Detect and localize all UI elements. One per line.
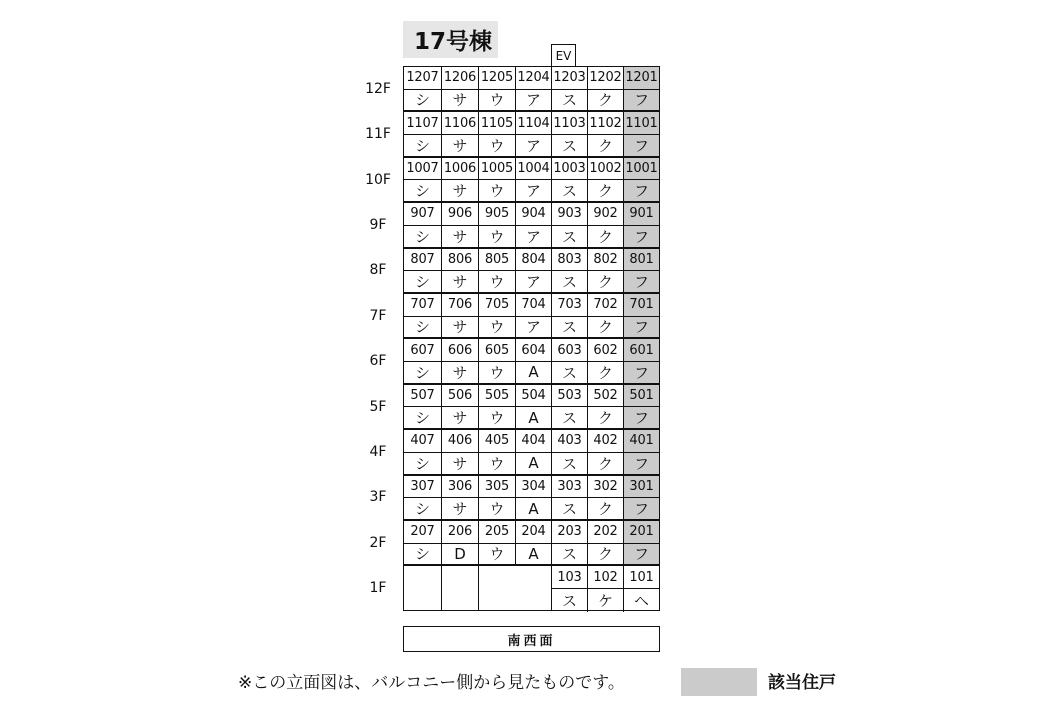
unit-number: 307 [404, 476, 442, 499]
unit-number: 605 [479, 339, 516, 362]
unit-number: 101 [624, 566, 659, 589]
unit-type: フ [624, 498, 659, 521]
unit-type: ス [552, 180, 588, 203]
unit-type: サ [442, 226, 479, 249]
unit-type: フ [624, 271, 659, 294]
unit-number: 1201 [624, 67, 659, 90]
unit-type: サ [442, 180, 479, 203]
unit-number: 707 [404, 294, 442, 317]
floor-label: 3F [369, 489, 387, 506]
unit-type: ク [588, 135, 624, 158]
unit-type: ア [516, 135, 552, 158]
unit-type: ウ [479, 90, 516, 113]
unit-type: シ [404, 362, 442, 385]
unit-number: 1206 [442, 67, 479, 90]
unit-number: 207 [404, 521, 442, 544]
unit-type: サ [442, 317, 479, 340]
unit-type: ウ [479, 271, 516, 294]
unit-number: 1203 [552, 67, 588, 90]
facade-label: 南西面 [403, 626, 660, 652]
unit-number: 103 [552, 566, 588, 589]
unit-type: フ [624, 362, 659, 385]
unit-number: 205 [479, 521, 516, 544]
floor-label: 2F [369, 534, 387, 551]
unit-number: 1205 [479, 67, 516, 90]
floor-label: 10F [365, 171, 391, 188]
elevator-label: EV [551, 44, 576, 66]
floor-label: 4F [369, 443, 387, 460]
unit-type: サ [442, 453, 479, 476]
unit-number: 606 [442, 339, 479, 362]
unit-number: 1002 [588, 158, 624, 181]
unit-number: 201 [624, 521, 659, 544]
unit-type: フ [624, 226, 659, 249]
unit-type: A [516, 453, 552, 476]
unit-number: 701 [624, 294, 659, 317]
unit-type: ス [552, 407, 588, 430]
unit-number: 1104 [516, 112, 552, 135]
unit-number: 306 [442, 476, 479, 499]
unit-type: シ [404, 271, 442, 294]
unit-number: 602 [588, 339, 624, 362]
unit-type: シ [404, 90, 442, 113]
unit-number: 504 [516, 385, 552, 408]
unit-number: 507 [404, 385, 442, 408]
unit-number: 1007 [404, 158, 442, 181]
legend-swatch [681, 668, 757, 696]
unit-number: 907 [404, 203, 442, 226]
unit-type: シ [404, 498, 442, 521]
unit-number: 705 [479, 294, 516, 317]
unit-number: 505 [479, 385, 516, 408]
unit-number: 401 [624, 430, 659, 453]
unit-type: ク [588, 271, 624, 294]
unit-number: 1101 [624, 112, 659, 135]
unit-number: 1006 [442, 158, 479, 181]
unit-type: シ [404, 135, 442, 158]
unit-type: フ [624, 90, 659, 113]
unit-number: 506 [442, 385, 479, 408]
unit-type: ア [516, 226, 552, 249]
floor-label: 8F [369, 262, 387, 279]
unit-number: 1107 [404, 112, 442, 135]
unit-type: ウ [479, 362, 516, 385]
unit-type: ク [588, 453, 624, 476]
unit-number: 807 [404, 249, 442, 272]
unit-number: 301 [624, 476, 659, 499]
unit-type: ス [552, 90, 588, 113]
unit-number: 702 [588, 294, 624, 317]
unit-number: 501 [624, 385, 659, 408]
unit-number: 801 [624, 249, 659, 272]
unit-number: 1207 [404, 67, 442, 90]
unit-type: サ [442, 362, 479, 385]
unit-type: ア [516, 317, 552, 340]
unit-type: ウ [479, 453, 516, 476]
unit-type: ス [552, 226, 588, 249]
unit-type: ウ [479, 498, 516, 521]
unit-number: 1105 [479, 112, 516, 135]
unit-number: 203 [552, 521, 588, 544]
unit-type: フ [624, 180, 659, 203]
unit-type: A [516, 362, 552, 385]
unit-type: シ [404, 544, 442, 567]
unit-number: 403 [552, 430, 588, 453]
unit-type: ク [588, 544, 624, 567]
unit-number: 904 [516, 203, 552, 226]
unit-type: ス [552, 362, 588, 385]
unit-number: 906 [442, 203, 479, 226]
unit-number: 902 [588, 203, 624, 226]
unit-type: サ [442, 135, 479, 158]
unit-number: 405 [479, 430, 516, 453]
unit-type: ウ [479, 407, 516, 430]
floor-label: 6F [369, 353, 387, 370]
unit-number: 903 [552, 203, 588, 226]
unit-type: ス [552, 135, 588, 158]
floor-label: 5F [369, 398, 387, 415]
unit-type: ウ [479, 180, 516, 203]
unit-type: ク [588, 317, 624, 340]
unit-type: ス [552, 271, 588, 294]
unit-type: ス [552, 317, 588, 340]
empty-cell [479, 566, 552, 610]
unit-type: ア [516, 271, 552, 294]
unit-number: 607 [404, 339, 442, 362]
unit-number: 303 [552, 476, 588, 499]
unit-type: ス [552, 589, 588, 612]
unit-type: ウ [479, 135, 516, 158]
unit-number: 406 [442, 430, 479, 453]
unit-number: 706 [442, 294, 479, 317]
unit-number: 802 [588, 249, 624, 272]
unit-number: 202 [588, 521, 624, 544]
unit-type: シ [404, 453, 442, 476]
unit-type: ク [588, 362, 624, 385]
unit-type: A [516, 498, 552, 521]
unit-number: 1005 [479, 158, 516, 181]
unit-type: ケ [588, 589, 624, 612]
unit-type: サ [442, 407, 479, 430]
floor-label: 11F [365, 126, 391, 143]
unit-type: シ [404, 407, 442, 430]
floor-label: 7F [369, 307, 387, 324]
unit-type: ウ [479, 317, 516, 340]
unit-number: 102 [588, 566, 624, 589]
unit-type: ス [552, 544, 588, 567]
unit-type: サ [442, 271, 479, 294]
unit-type: A [516, 407, 552, 430]
unit-number: 806 [442, 249, 479, 272]
unit-number: 502 [588, 385, 624, 408]
unit-number: 803 [552, 249, 588, 272]
unit-type: ウ [479, 544, 516, 567]
unit-number: 1103 [552, 112, 588, 135]
unit-number: 204 [516, 521, 552, 544]
unit-type: ク [588, 407, 624, 430]
unit-type: サ [442, 90, 479, 113]
unit-type: ク [588, 226, 624, 249]
unit-type: ス [552, 453, 588, 476]
unit-number: 1003 [552, 158, 588, 181]
unit-type: ア [516, 90, 552, 113]
unit-number: 604 [516, 339, 552, 362]
unit-number: 402 [588, 430, 624, 453]
unit-type: ク [588, 180, 624, 203]
unit-type: D [442, 544, 479, 567]
unit-type: シ [404, 317, 442, 340]
unit-type: ク [588, 498, 624, 521]
unit-number: 407 [404, 430, 442, 453]
note-text: ※この立面図は、バルコニー側から見たものです。 [238, 673, 625, 693]
unit-number: 304 [516, 476, 552, 499]
unit-type: サ [442, 498, 479, 521]
unit-type: フ [624, 453, 659, 476]
unit-number: 704 [516, 294, 552, 317]
unit-type: フ [624, 135, 659, 158]
unit-type: ア [516, 180, 552, 203]
empty-cell [442, 566, 479, 610]
unit-type: ウ [479, 226, 516, 249]
unit-type: フ [624, 544, 659, 567]
floor-label: 1F [369, 580, 387, 597]
unit-type: シ [404, 226, 442, 249]
unit-number: 601 [624, 339, 659, 362]
unit-number: 305 [479, 476, 516, 499]
unit-type: フ [624, 407, 659, 430]
floor-label: 9F [369, 216, 387, 233]
unit-type: フ [624, 317, 659, 340]
unit-number: 206 [442, 521, 479, 544]
unit-number: 503 [552, 385, 588, 408]
unit-number: 1004 [516, 158, 552, 181]
unit-type: シ [404, 180, 442, 203]
unit-number: 703 [552, 294, 588, 317]
unit-number: 804 [516, 249, 552, 272]
unit-type: ス [552, 498, 588, 521]
unit-type: ヘ [633, 591, 649, 610]
unit-number: 404 [516, 430, 552, 453]
unit-number: 1202 [588, 67, 624, 90]
unit-type: A [516, 544, 552, 567]
floor-label: 12F [365, 80, 391, 97]
unit-number: 1106 [442, 112, 479, 135]
unit-number: 1001 [624, 158, 659, 181]
unit-number: 1204 [516, 67, 552, 90]
unit-number: 603 [552, 339, 588, 362]
empty-cell [404, 566, 442, 610]
unit-number: 901 [624, 203, 659, 226]
unit-number: 302 [588, 476, 624, 499]
elevation-grid [403, 66, 660, 611]
unit-type: ク [588, 90, 624, 113]
legend-label: 該当住戸 [768, 673, 836, 693]
unit-number: 1102 [588, 112, 624, 135]
unit-number: 805 [479, 249, 516, 272]
unit-number: 905 [479, 203, 516, 226]
building-title: 17号棟 [403, 21, 498, 58]
